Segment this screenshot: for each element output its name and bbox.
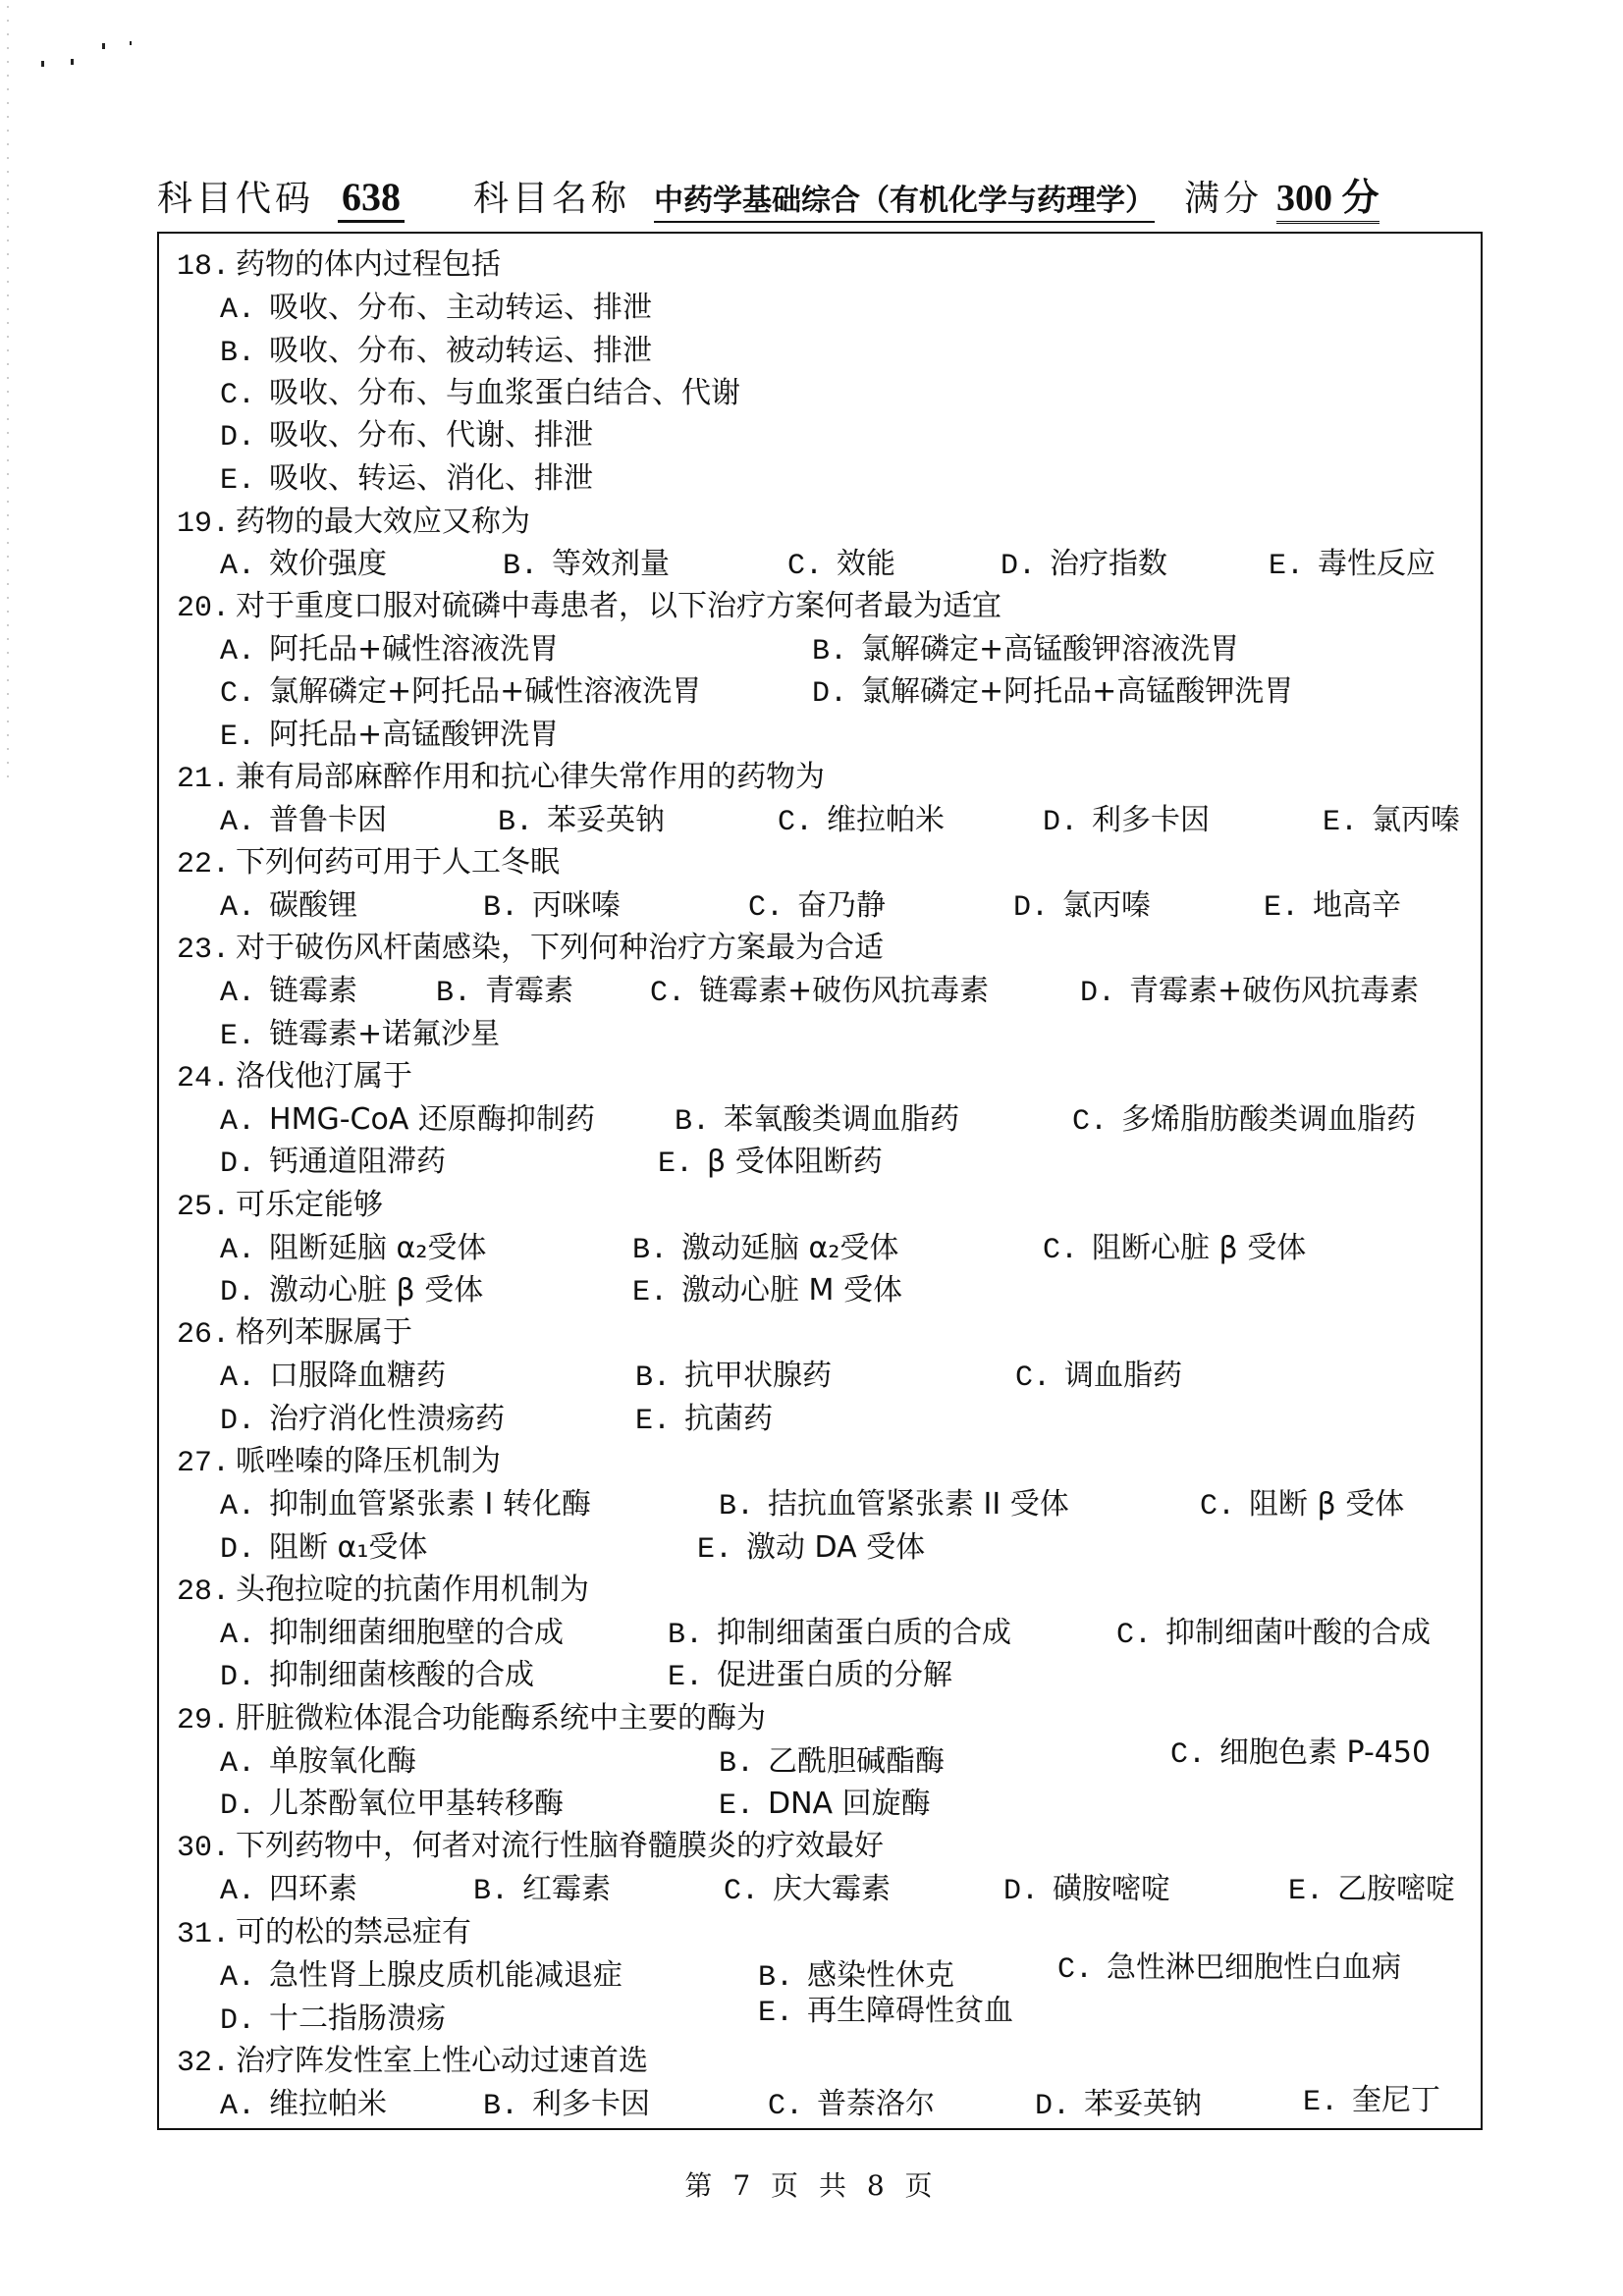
question-28 [177,1565,589,1609]
option-28-a [220,1608,564,1652]
option-letter: E. [697,1533,733,1567]
option-32-e [1303,2075,1440,2119]
option-text: 抑制细菌核酸的合成 [269,1658,535,1692]
question-23 [177,923,884,967]
question-text: 对于重度口服对硫磷中毒患者，以下治疗方案何者最为适宜 [236,589,1002,623]
option-letter: C. [1072,1105,1109,1139]
scan-speck [102,43,105,49]
question-text: 下列药物中，何者对流行性脑脊髓膜炎的疗效最好 [236,1829,885,1863]
subject-code-value: 638 [338,174,405,223]
option-text: 氯解磷定+阿托品+碱性溶液洗胃 [269,674,702,709]
option-text: 维拉帕米 [269,2087,388,2121]
option-text: 阻断 β 受体 [1249,1487,1405,1522]
question-text: 兼有局部麻醉作用和抗心律失常作用的药物为 [236,760,826,794]
option-25-d [220,1265,483,1309]
question-text: 格列苯脲属于 [236,1315,413,1350]
question-number: 20. [177,592,231,625]
option-24-c [1072,1095,1416,1139]
option-letter: C. [724,1875,760,1908]
option-20-b [812,624,1239,668]
option-25-c [1043,1223,1306,1267]
option-letter: E. [1323,806,1359,839]
option-letter: D. [1003,1875,1040,1908]
option-text: 吸收、分布、被动转运、排泄 [269,334,653,368]
option-text: 抗菌药 [684,1402,774,1436]
option-30-e [1288,1864,1455,1908]
option-letter: B. [635,1362,672,1395]
option-letter: D. [220,421,256,454]
option-letter: E. [220,464,256,498]
option-text: 感染性休克 [807,1958,955,1993]
option-text: DNA 回旋酶 [768,1787,931,1821]
option-22-d [1013,881,1151,925]
option-19-b [503,539,670,583]
question-text: 对于破伤风杆菌感染，下列何种治疗方案最为合适 [236,931,885,965]
option-letter: B. [436,977,472,1010]
scan-artifact-dots [4,0,12,785]
option-text: 急性淋巴细胞性白血病 [1107,1950,1402,1985]
question-25 [177,1180,383,1224]
option-30-d [1003,1864,1170,1908]
option-text: 阻断延脑 α₂受体 [269,1231,487,1265]
question-number: 27. [177,1447,231,1480]
option-23-a [220,966,357,1010]
option-text: 激动 DA 受体 [746,1530,926,1565]
option-23-b [436,966,573,1010]
option-26-e [635,1394,773,1438]
option-text: 丙咪嗪 [532,888,622,923]
option-23-e [220,1009,500,1053]
option-letter: C. [1057,1953,1094,1987]
option-text: 儿茶酚氧位甲基转移酶 [269,1787,565,1821]
option-text: 促进蛋白质的分解 [717,1658,953,1692]
option-24-d [220,1137,446,1181]
subject-name-label: 科目名称 [473,179,631,219]
question-18 [177,240,501,284]
option-letter: E. [1264,891,1300,925]
option-31-a [220,1950,622,1995]
question-number: 30. [177,1832,231,1865]
question-number: 21. [177,763,231,796]
question-27 [177,1436,501,1480]
option-text: 乙胺嘧啶 [1337,1872,1456,1906]
question-number: 25. [177,1191,231,1224]
option-text: 单胺氧化酶 [269,1744,417,1779]
option-text: 吸收、分布、主动转运、排泄 [269,291,653,325]
option-27-e [697,1522,925,1567]
option-19-d [1001,539,1167,583]
option-29-d [220,1779,564,1823]
option-22-b [483,881,621,925]
subject-code-label: 科目代码 [157,179,315,219]
option-letter: A. [220,550,256,583]
option-letter: C. [768,2090,804,2123]
question-number: 18. [177,250,231,284]
option-letter: D. [1013,891,1050,925]
option-letter: C. [220,379,256,412]
option-text: 治疗消化性溃疡药 [269,1402,506,1436]
option-letter: A. [220,1619,256,1652]
option-26-a [220,1351,446,1395]
option-24-a [220,1095,595,1139]
option-29-e [719,1779,931,1823]
option-text: 苯妥英钠 [547,803,666,837]
option-letter: B. [503,550,539,583]
option-letter: E. [220,1020,256,1053]
option-20-d [812,667,1293,711]
option-24-b [675,1095,959,1139]
option-20-e [220,710,559,754]
option-letter: C. [748,891,784,925]
option-text: 苯妥英钠 [1084,2087,1203,2121]
option-text: 阻断 α₁受体 [269,1530,428,1565]
option-19-a [220,539,387,583]
option-letter: B. [632,1234,669,1267]
option-letter: A. [220,294,256,327]
question-number: 31. [177,1918,231,1951]
question-number: 24. [177,1062,231,1095]
option-21-a [220,795,387,839]
option-28-c [1116,1608,1431,1652]
option-25-b [632,1223,898,1267]
option-letter: B. [675,1105,711,1139]
option-letter: C. [787,550,824,583]
option-letter: D. [1035,2090,1071,2123]
option-letter: B. [473,1875,510,1908]
option-21-e [1323,795,1460,839]
question-22 [177,837,560,881]
option-letter: A. [220,635,256,668]
option-31-e [758,1986,1013,2030]
option-letter: D. [812,677,848,711]
full-score-value: 300 分 [1276,167,1380,224]
option-letter: C. [1116,1619,1153,1652]
option-text: 毒性反应 [1318,547,1436,581]
option-letter: D. [1001,550,1037,583]
option-letter: E. [1269,550,1305,583]
option-text: 再生障碍性贫血 [807,1994,1014,2028]
option-19-c [787,539,895,583]
exam-header [157,167,1483,226]
question-number: 19. [177,507,231,541]
option-letter: A. [220,1490,256,1523]
option-letter: A. [220,1961,256,1995]
option-text: 激动延脑 α₂受体 [681,1231,899,1265]
option-letter: B. [220,337,256,370]
option-text: 激动心脏 β 受体 [269,1273,484,1308]
option-letter: D. [220,1405,256,1438]
option-text: 氯丙嗪 [1372,803,1461,837]
option-letter: D. [220,1533,256,1567]
option-letter: B. [812,635,848,668]
option-26-c [1015,1351,1182,1395]
question-text: 洛伐他汀属于 [236,1059,413,1094]
option-20-a [220,624,559,668]
option-27-c [1200,1479,1404,1523]
option-letter: D. [220,1661,256,1694]
question-21 [177,752,825,796]
option-letter: E. [758,1997,794,2030]
option-text: 奋乃静 [797,888,887,923]
question-19 [177,497,530,541]
option-text: 抑制细菌叶酸的合成 [1165,1616,1432,1650]
option-text: 链霉素+诺氟沙星 [269,1017,501,1051]
question-text: 治疗阵发性室上性心动过速首选 [236,2044,649,2078]
option-text: 氯丙嗪 [1062,888,1152,923]
option-19-e [1269,539,1435,583]
option-text: 四环素 [269,1872,358,1906]
option-24-e [658,1137,883,1181]
option-letter: B. [483,2090,519,2123]
option-18-a [220,283,652,327]
option-text: 苯氧酸类调血脂药 [724,1102,960,1137]
option-text: 利多卡因 [1092,803,1211,837]
option-20-c [220,667,701,711]
question-number: 32. [177,2047,231,2080]
option-text: 庆大霉素 [773,1872,892,1906]
option-text: 激动心脏 M 受体 [681,1273,902,1308]
option-text: 抑制血管紧张素 I 转化酶 [269,1487,591,1522]
option-text: 效能 [837,547,896,581]
option-23-c [650,966,989,1010]
option-text: 细胞色素 P-450 [1219,1735,1432,1770]
question-number: 23. [177,934,231,967]
full-score-label: 满分 [1184,179,1264,219]
questions-box [157,232,1483,2130]
option-letter: A. [220,1234,256,1267]
option-letter: E. [635,1405,672,1438]
option-letter: A. [220,1747,256,1781]
page-number: 第 7 页 共 8 页 [684,2169,939,2202]
option-text: 维拉帕米 [827,803,946,837]
option-letter: E. [1303,2086,1339,2119]
option-text: 效价强度 [269,547,388,581]
option-letter: B. [498,806,534,839]
question-text: 可的松的禁忌症有 [236,1915,472,1949]
option-letter: C. [1170,1738,1207,1772]
option-26-d [220,1394,505,1438]
option-18-c [220,368,740,412]
option-text: 多烯脂肪酸类调血脂药 [1121,1102,1417,1137]
option-letter: E. [632,1276,669,1309]
option-text: 等效剂量 [552,547,671,581]
option-text: 地高辛 [1313,888,1402,923]
option-28-b [668,1608,1011,1652]
option-letter: B. [668,1619,704,1652]
question-29 [177,1693,766,1737]
option-letter: D. [220,1276,256,1309]
option-letter: E. [719,1789,755,1823]
option-text: 普萘洛尔 [817,2087,936,2121]
option-text: 抑制细菌蛋白质的合成 [717,1616,1012,1650]
question-number: 29. [177,1704,231,1737]
option-30-c [724,1864,891,1908]
option-30-a [220,1864,357,1908]
option-text: 链霉素+破伤风抗毒素 [699,974,990,1008]
option-29-c [1170,1728,1431,1772]
question-32 [177,2036,648,2080]
option-22-a [220,881,357,925]
scan-speck [130,41,132,45]
option-text: 链霉素 [269,974,358,1008]
option-letter: E. [1288,1875,1325,1908]
option-letter: A. [220,1875,256,1908]
option-18-e [220,454,593,498]
question-30 [177,1821,884,1865]
option-letter: B. [483,891,519,925]
question-20 [177,581,1001,625]
option-letter: D. [1080,977,1116,1010]
option-text: 治疗指数 [1050,547,1168,581]
option-letter: C. [1200,1490,1236,1523]
option-letter: A. [220,2090,256,2123]
option-25-a [220,1223,486,1267]
option-text: HMG-CoA 还原酶抑制药 [269,1102,595,1137]
option-28-e [668,1650,952,1694]
option-text: 乙酰胆碱酯酶 [768,1744,946,1779]
option-text: 氯解磷定+高锰酸钾溶液洗胃 [861,632,1240,667]
option-32-b [483,2079,650,2123]
scan-speck [41,61,44,67]
option-text: 青霉素+破伤风抗毒素 [1129,974,1420,1008]
option-18-d [220,410,593,454]
subject-name-value: 中药学基础综合（有机化学与药理学） [654,176,1155,223]
option-text: 氯解磷定+阿托品+高锰酸钾洗胃 [861,674,1294,709]
option-letter: A. [220,977,256,1010]
option-letter: C. [1043,1234,1079,1267]
question-text: 药物的体内过程包括 [236,247,502,282]
option-letter: D. [1043,806,1079,839]
option-32-a [220,2079,387,2123]
option-text: 普鲁卡因 [269,803,388,837]
question-number: 22. [177,848,231,881]
question-26 [177,1308,412,1352]
question-text: 哌唑嗪的降压机制为 [236,1444,502,1478]
option-text: 钙通道阻滞药 [269,1145,447,1179]
option-text: 阿托品+高锰酸钾洗胃 [269,718,560,752]
question-text: 头孢拉啶的抗菌作用机制为 [236,1573,590,1607]
question-number: 26. [177,1318,231,1352]
question-31 [177,1907,471,1951]
option-27-a [220,1479,591,1523]
option-letter: E. [668,1661,704,1694]
option-27-d [220,1522,427,1567]
option-text: 抗甲状腺药 [684,1359,833,1393]
option-text: β 受体阻断药 [707,1145,883,1179]
option-text: 抑制细菌细胞壁的合成 [269,1616,565,1650]
option-23-d [1080,966,1419,1010]
question-text: 药物的最大效应又称为 [236,505,531,539]
option-text: 奎尼丁 [1352,2083,1441,2117]
option-letter: B. [719,1490,755,1523]
option-letter: A. [220,1362,256,1395]
question-text: 可乐定能够 [236,1188,384,1222]
option-letter: C. [1015,1362,1052,1395]
option-26-b [635,1351,832,1395]
option-text: 调血脂药 [1064,1359,1183,1393]
option-30-b [473,1864,611,1908]
option-25-e [632,1265,902,1309]
option-22-e [1264,881,1401,925]
option-22-c [748,881,886,925]
option-letter: E. [220,721,256,754]
option-text: 青霉素 [485,974,574,1008]
option-letter: E. [658,1148,694,1181]
option-31-d [220,1994,446,2038]
option-32-d [1035,2079,1202,2123]
option-letter: C. [650,977,686,1010]
option-text: 碳酸锂 [269,888,358,923]
option-text: 吸收、分布、与血浆蛋白结合、代谢 [269,376,741,410]
option-letter: C. [220,677,256,711]
option-letter: D. [220,1148,256,1181]
option-29-a [220,1736,416,1781]
option-letter: B. [758,1961,794,1995]
option-32-c [768,2079,935,2123]
option-21-c [778,795,945,839]
option-18-b [220,326,652,370]
option-text: 阻断心脏 β 受体 [1092,1231,1307,1265]
option-letter: C. [778,806,814,839]
option-31-c [1057,1943,1401,1987]
option-text: 急性肾上腺皮质机能减退症 [269,1958,623,1993]
question-number: 28. [177,1575,231,1609]
option-text: 拮抗血管紧张素 II 受体 [768,1487,1069,1522]
option-letter: A. [220,806,256,839]
option-letter: A. [220,891,256,925]
option-text: 口服降血糖药 [269,1359,447,1393]
question-24 [177,1051,412,1095]
option-text: 阿托品+碱性溶液洗胃 [269,632,560,667]
scan-speck [71,59,74,65]
option-29-b [719,1736,945,1781]
option-text: 红霉素 [522,1872,612,1906]
option-text: 磺胺嘧啶 [1053,1872,1171,1906]
option-letter: A. [220,1105,256,1139]
option-27-b [719,1479,1069,1523]
option-letter: D. [220,2004,256,2038]
option-28-d [220,1650,534,1694]
option-letter: B. [719,1747,755,1781]
option-21-d [1043,795,1210,839]
option-21-b [498,795,665,839]
question-text: 肝脏微粒体混合功能酶系统中主要的酶为 [236,1701,767,1735]
option-text: 吸收、分布、代谢、排泄 [269,418,594,453]
option-text: 利多卡因 [532,2087,651,2121]
option-text: 十二指肠溃疡 [269,2002,447,2036]
question-text: 下列何药可用于人工冬眠 [236,845,561,880]
option-letter: D. [220,1789,256,1823]
option-text: 吸收、转运、消化、排泄 [269,461,594,496]
